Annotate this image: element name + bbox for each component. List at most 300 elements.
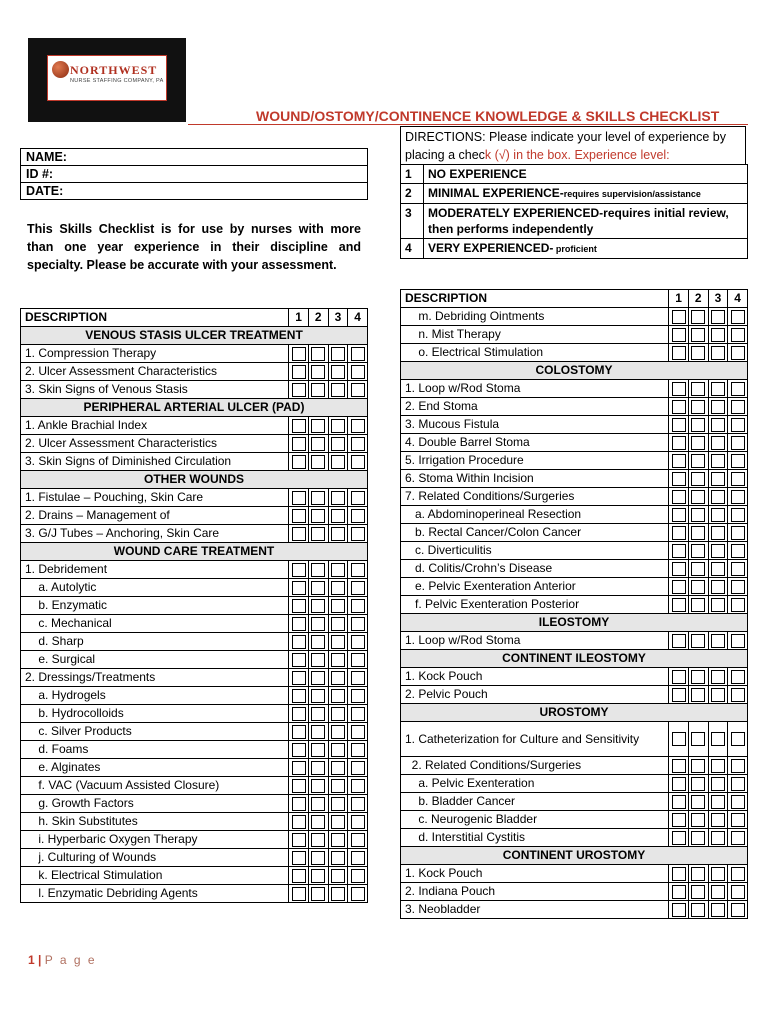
- checklist-row: [21, 849, 368, 867]
- level-3-checkbox[interactable]: [711, 310, 725, 324]
- level-2-cell: [308, 633, 328, 651]
- level-4-checkbox[interactable]: [351, 347, 365, 361]
- level-3-checkbox[interactable]: [331, 779, 345, 793]
- level-2-checkbox[interactable]: [311, 671, 325, 685]
- level-4-cell: [728, 452, 748, 470]
- level-4-checkbox[interactable]: [351, 635, 365, 649]
- level-1-checkbox[interactable]: [672, 777, 686, 791]
- level-1-checkbox[interactable]: [292, 725, 306, 739]
- level-4-checkbox[interactable]: [731, 436, 745, 450]
- level-4-checkbox[interactable]: [731, 454, 745, 468]
- level-2-checkbox[interactable]: [691, 634, 705, 648]
- level-4-cell: [728, 722, 748, 757]
- level-2-checkbox[interactable]: [691, 813, 705, 827]
- level-4-checkbox[interactable]: [731, 310, 745, 324]
- level-1-cell: [289, 759, 309, 777]
- level-4-checkbox[interactable]: [731, 382, 745, 396]
- level-3-cell: [328, 867, 348, 885]
- level-2-checkbox[interactable]: [691, 867, 705, 881]
- level-3-checkbox[interactable]: [331, 833, 345, 847]
- checklist-row: [401, 811, 748, 829]
- checklist-row: [21, 453, 368, 471]
- level-2-checkbox[interactable]: [691, 580, 705, 594]
- level-1-cell: [289, 705, 309, 723]
- level-2-checkbox[interactable]: [691, 526, 705, 540]
- level-4-checkbox[interactable]: [351, 563, 365, 577]
- level-1-checkbox[interactable]: [672, 346, 686, 360]
- level-1-checkbox[interactable]: [292, 347, 306, 361]
- level-1-checkbox[interactable]: [672, 688, 686, 702]
- level-3-checkbox[interactable]: [331, 761, 345, 775]
- level-3-checkbox[interactable]: [711, 418, 725, 432]
- level-4-checkbox[interactable]: [351, 671, 365, 685]
- level-4-checkbox[interactable]: [351, 617, 365, 631]
- level-2-checkbox[interactable]: [691, 544, 705, 558]
- level-2-checkbox[interactable]: [691, 903, 705, 917]
- level-1-checkbox[interactable]: [672, 310, 686, 324]
- checklist-row: [401, 793, 748, 811]
- level-1-checkbox[interactable]: [292, 509, 306, 523]
- level-4-checkbox[interactable]: [731, 490, 745, 504]
- level-4-checkbox[interactable]: [351, 599, 365, 613]
- level-2-checkbox[interactable]: [691, 382, 705, 396]
- level-2-checkbox[interactable]: [691, 777, 705, 791]
- level-2-checkbox[interactable]: [311, 761, 325, 775]
- level-2-cell: [308, 813, 328, 831]
- level-1-checkbox[interactable]: [292, 581, 306, 595]
- level-4-checkbox[interactable]: [731, 688, 745, 702]
- level-4-checkbox[interactable]: [731, 508, 745, 522]
- level-3-checkbox[interactable]: [711, 508, 725, 522]
- level-1-cell: [289, 651, 309, 669]
- level-2-checkbox[interactable]: [311, 689, 325, 703]
- level-4-checkbox[interactable]: [731, 795, 745, 809]
- level-4-checkbox[interactable]: [351, 869, 365, 883]
- level-1-checkbox[interactable]: [292, 365, 306, 379]
- level-1-checkbox[interactable]: [672, 598, 686, 612]
- id-field[interactable]: ID #:: [21, 166, 368, 183]
- level-4-checkbox[interactable]: [351, 833, 365, 847]
- level-4-checkbox[interactable]: [731, 418, 745, 432]
- level-1-cell: [289, 381, 309, 399]
- level-1-checkbox[interactable]: [292, 491, 306, 505]
- level-3-checkbox[interactable]: [331, 617, 345, 631]
- level-1-cell: [289, 867, 309, 885]
- level-4-checkbox[interactable]: [351, 419, 365, 433]
- level-2-checkbox[interactable]: [311, 365, 325, 379]
- level-1-cell: [669, 722, 689, 757]
- level-4-checkbox[interactable]: [351, 707, 365, 721]
- level-1-checkbox[interactable]: [672, 562, 686, 576]
- level-1-checkbox[interactable]: [292, 779, 306, 793]
- level-1-cell: [669, 506, 689, 524]
- level-1-checkbox[interactable]: [292, 797, 306, 811]
- level-1-cell: [669, 470, 689, 488]
- level-4-checkbox[interactable]: [351, 725, 365, 739]
- level-2-checkbox[interactable]: [691, 831, 705, 845]
- level-3-checkbox[interactable]: [711, 472, 725, 486]
- level-3-checkbox[interactable]: [711, 346, 725, 360]
- level-1-cell: [289, 507, 309, 525]
- level-3-checkbox[interactable]: [331, 365, 345, 379]
- level-4-cell: [348, 489, 368, 507]
- level-4-checkbox[interactable]: [351, 509, 365, 523]
- level-3-checkbox[interactable]: [711, 598, 725, 612]
- level-2-checkbox[interactable]: [311, 887, 325, 901]
- level-2-checkbox[interactable]: [691, 436, 705, 450]
- level-4-checkbox[interactable]: [731, 831, 745, 845]
- level-3-checkbox[interactable]: [331, 653, 345, 667]
- level-3-checkbox[interactable]: [711, 454, 725, 468]
- level-1-cell: [669, 668, 689, 686]
- level-1-checkbox[interactable]: [292, 599, 306, 613]
- level-1-checkbox[interactable]: [292, 707, 306, 721]
- level-4-cell: [348, 561, 368, 579]
- level-1-checkbox[interactable]: [672, 759, 686, 773]
- level-3-checkbox[interactable]: [711, 670, 725, 684]
- level-2-checkbox[interactable]: [311, 779, 325, 793]
- level-4-checkbox[interactable]: [731, 777, 745, 791]
- level-1-checkbox[interactable]: [672, 382, 686, 396]
- level-3-cell: [708, 775, 728, 793]
- level-4-checkbox[interactable]: [351, 455, 365, 469]
- experience-level-row: [401, 239, 748, 259]
- level-3-checkbox[interactable]: [331, 509, 345, 523]
- level-2-checkbox[interactable]: [691, 885, 705, 899]
- level-3-checkbox[interactable]: [331, 419, 345, 433]
- section-title: VENOUS STASIS ULCER TREATMENT: [21, 327, 368, 345]
- level-3-checkbox[interactable]: [711, 526, 725, 540]
- level-3-checkbox[interactable]: [711, 903, 725, 917]
- level-2-checkbox[interactable]: [311, 383, 325, 397]
- skill-description: 3. G/J Tubes – Anchoring, Skin Care: [21, 525, 289, 543]
- checklist-row: [21, 867, 368, 885]
- level-4-checkbox[interactable]: [351, 779, 365, 793]
- level-3-checkbox[interactable]: [711, 732, 725, 746]
- level-1-checkbox[interactable]: [292, 689, 306, 703]
- level-3-cell: [708, 722, 728, 757]
- level-1-checkbox[interactable]: [672, 490, 686, 504]
- level-3-checkbox[interactable]: [331, 347, 345, 361]
- level-2-cell: [688, 398, 708, 416]
- checklist-row: [21, 687, 368, 705]
- level-3-checkbox[interactable]: [331, 671, 345, 685]
- level-3-checkbox[interactable]: [711, 382, 725, 396]
- level-1-checkbox[interactable]: [672, 544, 686, 558]
- level-1-checkbox[interactable]: [292, 383, 306, 397]
- level-4-checkbox[interactable]: [351, 491, 365, 505]
- skill-description: n. Mist Therapy: [401, 326, 669, 344]
- level-3-checkbox[interactable]: [711, 831, 725, 845]
- level-1-checkbox[interactable]: [672, 867, 686, 881]
- level-1-cell: [669, 775, 689, 793]
- level-2-checkbox[interactable]: [311, 653, 325, 667]
- level-2-checkbox[interactable]: [311, 617, 325, 631]
- level-3-checkbox[interactable]: [711, 867, 725, 881]
- level-1-checkbox[interactable]: [672, 885, 686, 899]
- level-3-cell: [708, 686, 728, 704]
- level-1-checkbox[interactable]: [292, 455, 306, 469]
- level-2-checkbox[interactable]: [691, 400, 705, 414]
- level-2-checkbox[interactable]: [311, 455, 325, 469]
- level-1-checkbox[interactable]: [292, 833, 306, 847]
- level-1-checkbox[interactable]: [292, 815, 306, 829]
- level-4-checkbox[interactable]: [731, 732, 745, 746]
- level-3-checkbox[interactable]: [711, 885, 725, 899]
- level-2-checkbox[interactable]: [691, 732, 705, 746]
- level-3-checkbox[interactable]: [331, 887, 345, 901]
- section-title: WOUND CARE TREATMENT: [21, 543, 368, 561]
- level-2-checkbox[interactable]: [311, 599, 325, 613]
- level-2-checkbox[interactable]: [311, 581, 325, 595]
- level-3-cell: [708, 506, 728, 524]
- level-4-checkbox[interactable]: [731, 598, 745, 612]
- level-1-checkbox[interactable]: [292, 419, 306, 433]
- level-1-cell: [669, 398, 689, 416]
- level-4-cell: [728, 632, 748, 650]
- level-1-checkbox[interactable]: [292, 617, 306, 631]
- level-4-cell: [348, 705, 368, 723]
- level-4-checkbox[interactable]: [351, 887, 365, 901]
- level-4-checkbox[interactable]: [351, 761, 365, 775]
- level-1-checkbox[interactable]: [292, 671, 306, 685]
- level-1-checkbox[interactable]: [292, 851, 306, 865]
- level-1-checkbox[interactable]: [672, 831, 686, 845]
- level-1-cell: [289, 831, 309, 849]
- level-1-cell: [669, 811, 689, 829]
- level-2-checkbox[interactable]: [691, 688, 705, 702]
- level-label: VERY EXPERIENCED-: [428, 241, 554, 255]
- level-1-cell: [669, 344, 689, 362]
- level-4-checkbox[interactable]: [731, 400, 745, 414]
- level-2-checkbox[interactable]: [311, 419, 325, 433]
- level-3-checkbox[interactable]: [711, 795, 725, 809]
- level-4-checkbox[interactable]: [731, 328, 745, 342]
- level-4-checkbox[interactable]: [351, 527, 365, 541]
- level-4-checkbox[interactable]: [731, 634, 745, 648]
- level-2-checkbox[interactable]: [691, 598, 705, 612]
- level-3-checkbox[interactable]: [331, 455, 345, 469]
- level-4-checkbox[interactable]: [351, 689, 365, 703]
- level-3-checkbox[interactable]: [711, 688, 725, 702]
- level-1-checkbox[interactable]: [672, 903, 686, 917]
- level-2-checkbox[interactable]: [691, 508, 705, 522]
- checklist-row: [21, 723, 368, 741]
- level-1-checkbox[interactable]: [672, 634, 686, 648]
- level-2-checkbox[interactable]: [311, 347, 325, 361]
- level-1-checkbox[interactable]: [672, 400, 686, 414]
- level-4-cell: [728, 308, 748, 326]
- directions-box: [400, 126, 746, 164]
- checklist-row: [21, 813, 368, 831]
- level-3-checkbox[interactable]: [711, 580, 725, 594]
- section-title: CONTINENT ILEOSTOMY: [401, 650, 748, 668]
- level-4-checkbox[interactable]: [731, 544, 745, 558]
- level-1-checkbox[interactable]: [672, 418, 686, 432]
- level-4-checkbox[interactable]: [351, 383, 365, 397]
- level-4-checkbox[interactable]: [731, 472, 745, 486]
- level-2-checkbox[interactable]: [311, 437, 325, 451]
- level-3-checkbox[interactable]: [711, 544, 725, 558]
- skill-description: f. VAC (Vacuum Assisted Closure): [21, 777, 289, 795]
- level-2-checkbox[interactable]: [691, 310, 705, 324]
- checklist-row: [401, 632, 748, 650]
- level-4-checkbox[interactable]: [731, 885, 745, 899]
- level-1-checkbox[interactable]: [292, 887, 306, 901]
- level-3-checkbox[interactable]: [331, 383, 345, 397]
- level-1-checkbox[interactable]: [292, 761, 306, 775]
- level-1-checkbox[interactable]: [672, 795, 686, 809]
- level-4-checkbox[interactable]: [731, 670, 745, 684]
- level-3-checkbox[interactable]: [331, 815, 345, 829]
- level-1-checkbox[interactable]: [672, 472, 686, 486]
- level-2-checkbox[interactable]: [311, 563, 325, 577]
- level-3-checkbox[interactable]: [711, 436, 725, 450]
- level-4-checkbox[interactable]: [731, 580, 745, 594]
- level-1-checkbox[interactable]: [672, 328, 686, 342]
- level-1-checkbox[interactable]: [292, 743, 306, 757]
- level-2-checkbox[interactable]: [691, 454, 705, 468]
- level-2-checkbox[interactable]: [691, 490, 705, 504]
- level-2-checkbox[interactable]: [311, 869, 325, 883]
- level-2-checkbox[interactable]: [311, 725, 325, 739]
- level-2-checkbox[interactable]: [311, 635, 325, 649]
- level-4-checkbox[interactable]: [351, 437, 365, 451]
- level-3-checkbox[interactable]: [331, 599, 345, 613]
- level-4-checkbox[interactable]: [351, 581, 365, 595]
- level-2-cell: [688, 865, 708, 883]
- level-1-checkbox[interactable]: [672, 436, 686, 450]
- level-4-cell: [728, 883, 748, 901]
- level-3-checkbox[interactable]: [331, 437, 345, 451]
- level-3-checkbox[interactable]: [331, 743, 345, 757]
- level-3-checkbox[interactable]: [331, 491, 345, 505]
- skill-description: b. Enzymatic: [21, 597, 289, 615]
- level-1-checkbox[interactable]: [292, 563, 306, 577]
- level-4-checkbox[interactable]: [351, 851, 365, 865]
- checklist-row: [401, 668, 748, 686]
- level-2-checkbox[interactable]: [311, 851, 325, 865]
- level-3-checkbox[interactable]: [711, 328, 725, 342]
- level-3-checkbox[interactable]: [711, 813, 725, 827]
- level-3-checkbox[interactable]: [331, 869, 345, 883]
- level-3-checkbox[interactable]: [331, 563, 345, 577]
- level-header-3: 3: [328, 309, 348, 327]
- level-3-cell: [328, 723, 348, 741]
- level-1-checkbox[interactable]: [292, 437, 306, 451]
- level-2-checkbox[interactable]: [311, 707, 325, 721]
- level-3-checkbox[interactable]: [711, 490, 725, 504]
- level-4-checkbox[interactable]: [731, 759, 745, 773]
- level-4-checkbox[interactable]: [351, 743, 365, 757]
- skill-description: j. Culturing of Wounds: [21, 849, 289, 867]
- level-1-checkbox[interactable]: [672, 732, 686, 746]
- level-3-checkbox[interactable]: [331, 635, 345, 649]
- level-4-checkbox[interactable]: [731, 867, 745, 881]
- page-footer: [28, 953, 97, 967]
- level-1-checkbox[interactable]: [672, 813, 686, 827]
- level-4-checkbox[interactable]: [351, 797, 365, 811]
- checklist-row: [21, 363, 368, 381]
- skill-description: 1. Debridement: [21, 561, 289, 579]
- level-4-cell: [728, 686, 748, 704]
- level-1-checkbox[interactable]: [672, 670, 686, 684]
- name-field[interactable]: NAME:: [21, 149, 368, 166]
- level-3-checkbox[interactable]: [711, 562, 725, 576]
- level-2-cell: [688, 524, 708, 542]
- level-2-checkbox[interactable]: [691, 795, 705, 809]
- level-4-checkbox[interactable]: [351, 365, 365, 379]
- level-3-checkbox[interactable]: [331, 581, 345, 595]
- level-2-checkbox[interactable]: [311, 797, 325, 811]
- level-1-checkbox[interactable]: [672, 580, 686, 594]
- level-3-cell: [328, 579, 348, 597]
- level-2-checkbox[interactable]: [311, 491, 325, 505]
- level-3-checkbox[interactable]: [331, 527, 345, 541]
- level-1-checkbox[interactable]: [292, 653, 306, 667]
- level-2-checkbox[interactable]: [311, 743, 325, 757]
- level-1-cell: [289, 525, 309, 543]
- level-4-checkbox[interactable]: [351, 653, 365, 667]
- level-3-checkbox[interactable]: [711, 759, 725, 773]
- level-4-checkbox[interactable]: [351, 815, 365, 829]
- level-2-checkbox[interactable]: [691, 418, 705, 432]
- level-2-checkbox[interactable]: [691, 562, 705, 576]
- level-2-checkbox[interactable]: [691, 328, 705, 342]
- level-1-checkbox[interactable]: [672, 526, 686, 540]
- level-3-checkbox[interactable]: [331, 707, 345, 721]
- level-3-cell: [708, 524, 728, 542]
- date-field[interactable]: DATE:: [21, 183, 368, 200]
- level-1-checkbox[interactable]: [672, 508, 686, 522]
- level-2-checkbox[interactable]: [311, 527, 325, 541]
- level-2-checkbox[interactable]: [691, 759, 705, 773]
- level-3-checkbox[interactable]: [711, 634, 725, 648]
- level-2-checkbox[interactable]: [311, 815, 325, 829]
- level-4-cell: [348, 759, 368, 777]
- level-4-checkbox[interactable]: [731, 526, 745, 540]
- level-2-cell: [688, 686, 708, 704]
- level-3-checkbox[interactable]: [331, 689, 345, 703]
- level-1-checkbox[interactable]: [292, 869, 306, 883]
- level-4-checkbox[interactable]: [731, 903, 745, 917]
- level-1-cell: [669, 542, 689, 560]
- level-2-checkbox[interactable]: [311, 833, 325, 847]
- level-1-checkbox[interactable]: [292, 635, 306, 649]
- level-4-checkbox[interactable]: [731, 346, 745, 360]
- level-3-checkbox[interactable]: [331, 797, 345, 811]
- skill-description: 3. Skin Signs of Diminished Circulation: [21, 453, 289, 471]
- intro-paragraph: This Skills Checklist is for use by nurses with more than one year experience in their discipline and specialty. Please be accurate with your assessment.: [27, 222, 361, 272]
- level-4-checkbox[interactable]: [731, 562, 745, 576]
- level-3-checkbox[interactable]: [331, 851, 345, 865]
- level-2-checkbox[interactable]: [691, 472, 705, 486]
- level-3-checkbox[interactable]: [711, 400, 725, 414]
- skill-description: g. Growth Factors: [21, 795, 289, 813]
- level-4-checkbox[interactable]: [731, 813, 745, 827]
- level-1-checkbox[interactable]: [672, 454, 686, 468]
- level-1-cell: [669, 793, 689, 811]
- level-3-checkbox[interactable]: [711, 777, 725, 791]
- level-2-checkbox[interactable]: [311, 509, 325, 523]
- level-3-checkbox[interactable]: [331, 725, 345, 739]
- checklist-row: [21, 345, 368, 363]
- skill-description: 2. Drains – Management of: [21, 507, 289, 525]
- level-1-checkbox[interactable]: [292, 527, 306, 541]
- skill-description: h. Skin Substitutes: [21, 813, 289, 831]
- level-2-checkbox[interactable]: [691, 346, 705, 360]
- level-2-checkbox[interactable]: [691, 670, 705, 684]
